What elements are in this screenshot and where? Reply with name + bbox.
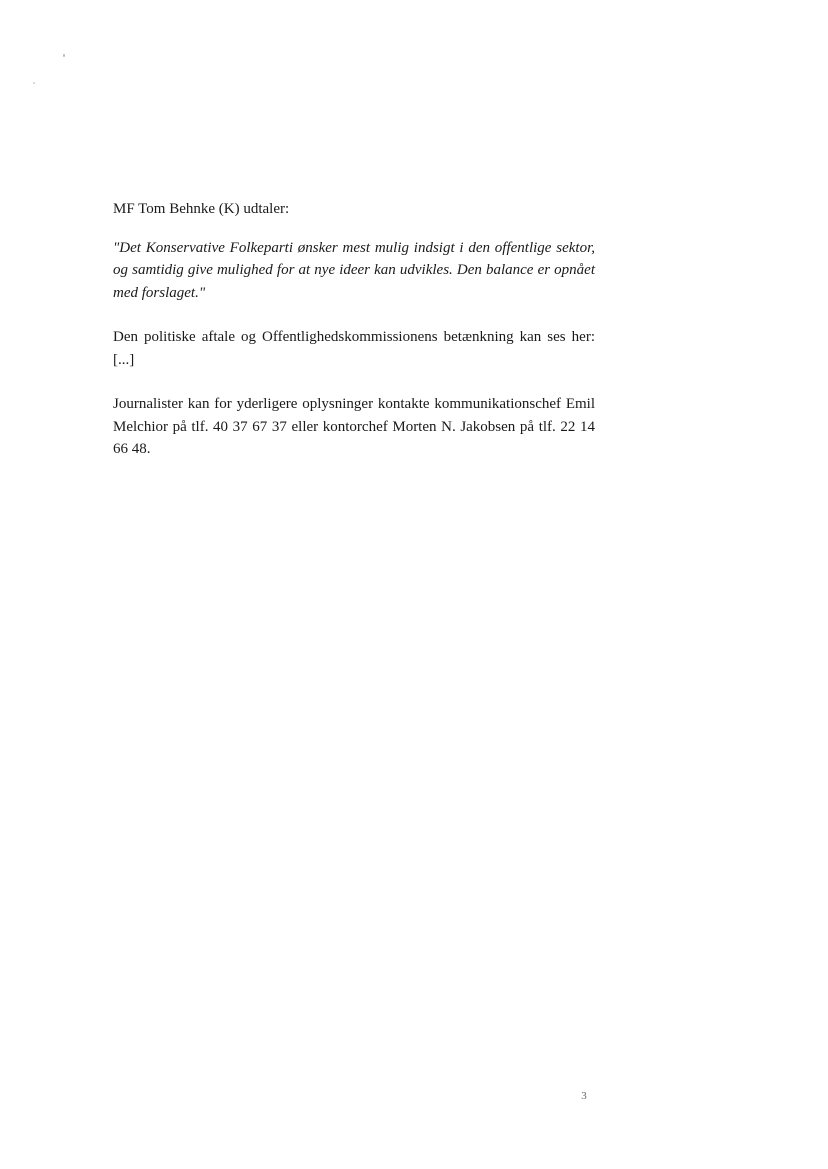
document-body — [113, 198, 595, 483]
reference-paragraph: Den politiske aftale og Offentlighedskommissionens betænkning kan ses her: [...] — [113, 329, 595, 368]
quote-paragraph: "Det Konservative Folkeparti ønsker mest mulig indsigt i den offentlige sektor, og samtidig give mulighed for at nye ideer kan udvikles. Den balance er opnået med forslaget." — [113, 239, 595, 301]
scan-speck — [33, 82, 35, 84]
speaker-line: MF Tom Behnke (K) udtaler: — [113, 201, 290, 217]
scan-speck — [63, 54, 65, 57]
contact-paragraph: Journalister kan for yderligere oplysninger kontakte kommunikationschef Emil Melchior på tlf. 40 37 67 37 eller kontorchef Morten N. Jakobsen på tlf. 22 14 66 48. — [113, 396, 595, 457]
page-number: 3 — [581, 1090, 587, 1102]
